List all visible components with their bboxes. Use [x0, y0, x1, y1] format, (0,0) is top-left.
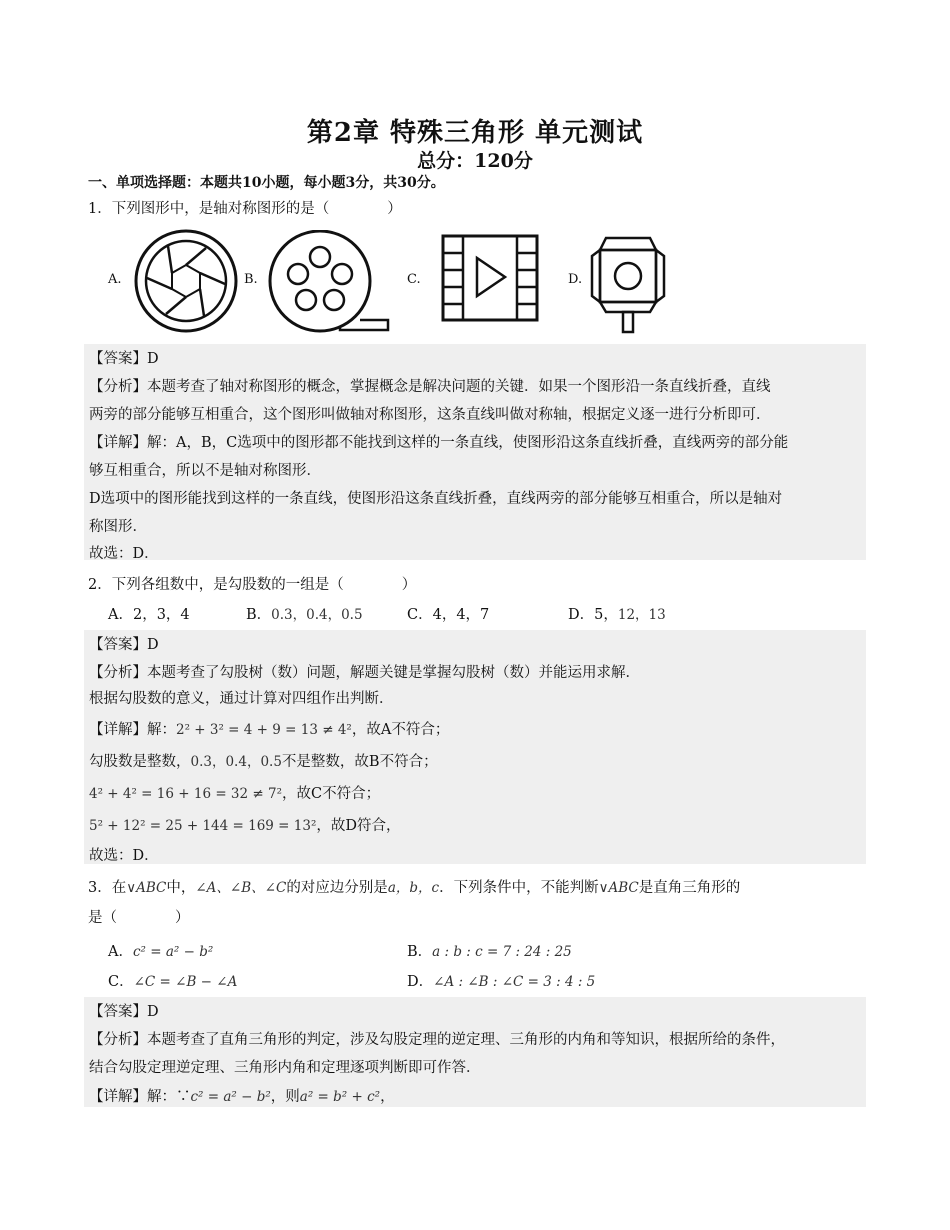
q3-stem-line2: 是（ ） — [88, 910, 190, 926]
q1-detail-line3: D选项中的图形能找到这样的一条直线，使图形沿这条直线折叠，直线两旁的部分能够互相重合，所以是轴对 — [89, 491, 783, 507]
q2-option-a: A．2，3，4 — [108, 607, 190, 623]
q3-solution-block — [84, 997, 866, 1107]
q1-choice: 故选：D． — [89, 546, 159, 562]
q3-answer: 【答案】D — [89, 1004, 159, 1020]
q2-answer: 【答案】D — [89, 637, 159, 653]
q2-detail-line4: 5² + 12² = 25 + 144 = 169 = 13²，故D符合， — [89, 818, 401, 834]
q3-analysis-line2: 结合勾股定理逆定理、三角形内角和定理逐项判断即可作答． — [89, 1060, 481, 1076]
total-score: 总分：120分 — [417, 150, 533, 172]
q1-label-a: A. — [108, 272, 122, 287]
q3-analysis-line1: 【分析】本题考查了直角三角形的判定，涉及勾股定理的逆定理、三角形的内角和等知识，根据所给的条件， — [89, 1032, 785, 1048]
film-play-icon — [441, 234, 539, 322]
q3-option-a: A．c² = a² − b² — [108, 944, 214, 960]
q2-option-c: C．4，4，7 — [407, 607, 490, 623]
q2-detail-line2: 勾股数是整数，0.3，0.4，0.5不是整数，故B不符合； — [89, 754, 438, 770]
q2-solution-block — [84, 630, 866, 864]
q2-option-d: D．5，12，13 — [568, 607, 666, 623]
q1-stem: 1．下列图形中，是轴对称图形的是（ ） — [88, 201, 402, 217]
q3-option-b: B．a : b : c = 7 : 24 : 25 — [407, 944, 572, 960]
q1-detail-line2: 够互相重合，所以不是轴对称图形． — [89, 463, 321, 479]
q1-answer: 【答案】D — [89, 351, 159, 367]
q3-option-c: C．∠C = ∠B − ∠A — [108, 974, 238, 990]
q1-solution-block — [84, 344, 866, 560]
q2-analysis-line1: 【分析】本题考查了勾股树（数）问题，解题关键是掌握勾股树（数）并能运用求解． — [89, 665, 640, 681]
q1-label-b: B. — [244, 272, 258, 287]
q1-detail-line4: 称图形． — [89, 519, 147, 535]
section-heading: 一、单项选择题：本题共10小题，每小题3分，共30分。 — [88, 175, 445, 191]
q3-stem-line1: 3．在∨ABC中，∠A、∠B、∠C的对应边分别是a，b，c．下列条件中，不能判断∨ABC是直角三角形的 — [88, 880, 741, 896]
q1-label-c: C. — [407, 272, 421, 287]
q1-analysis-line1: 【分析】本题考查了轴对称图形的概念，掌握概念是解决问题的关键．如果一个图形沿一条直线折叠，直线 — [89, 379, 771, 395]
q1-label-d: D. — [568, 272, 583, 287]
q3-detail-line1: 【详解】解：∵c² = a² − b²，则a² = b² + c²， — [89, 1089, 395, 1105]
q2-option-b: B．0.3，0.4，0.5 — [246, 607, 363, 623]
film-reel-icon — [264, 230, 392, 334]
q1-detail-line1: 【详解】解：A，B，C选项中的图形都不能找到这样的一条直线，使图形沿这条直线折叠，直线两旁的部分能 — [89, 435, 789, 451]
q3-option-d: D．∠A : ∠B : ∠C = 3 : 4 : 5 — [407, 974, 596, 990]
q2-choice: 故选：D． — [89, 848, 159, 864]
page-title: 第2章 特殊三角形 单元测试 — [306, 118, 644, 148]
aperture-icon — [130, 228, 242, 334]
q2-detail-line1: 【详解】解：2² + 3² = 4 + 9 = 13 ≠ 4²，故A不符合； — [89, 722, 450, 738]
stage-light-icon — [590, 236, 666, 334]
q2-detail-line3: 4² + 4² = 16 + 16 = 32 ≠ 7²，故C不符合； — [89, 786, 381, 802]
q2-analysis-line2: 根据勾股数的意义，通过计算对四组作出判断． — [89, 691, 394, 707]
q1-analysis-line2: 两旁的部分能够互相重合，这个图形叫做轴对称图形，这条直线叫做对称轴，根据定义逐一进行分析即可． — [89, 407, 771, 423]
q2-stem: 2．下列各组数中，是勾股数的一组是（ ） — [88, 577, 417, 593]
